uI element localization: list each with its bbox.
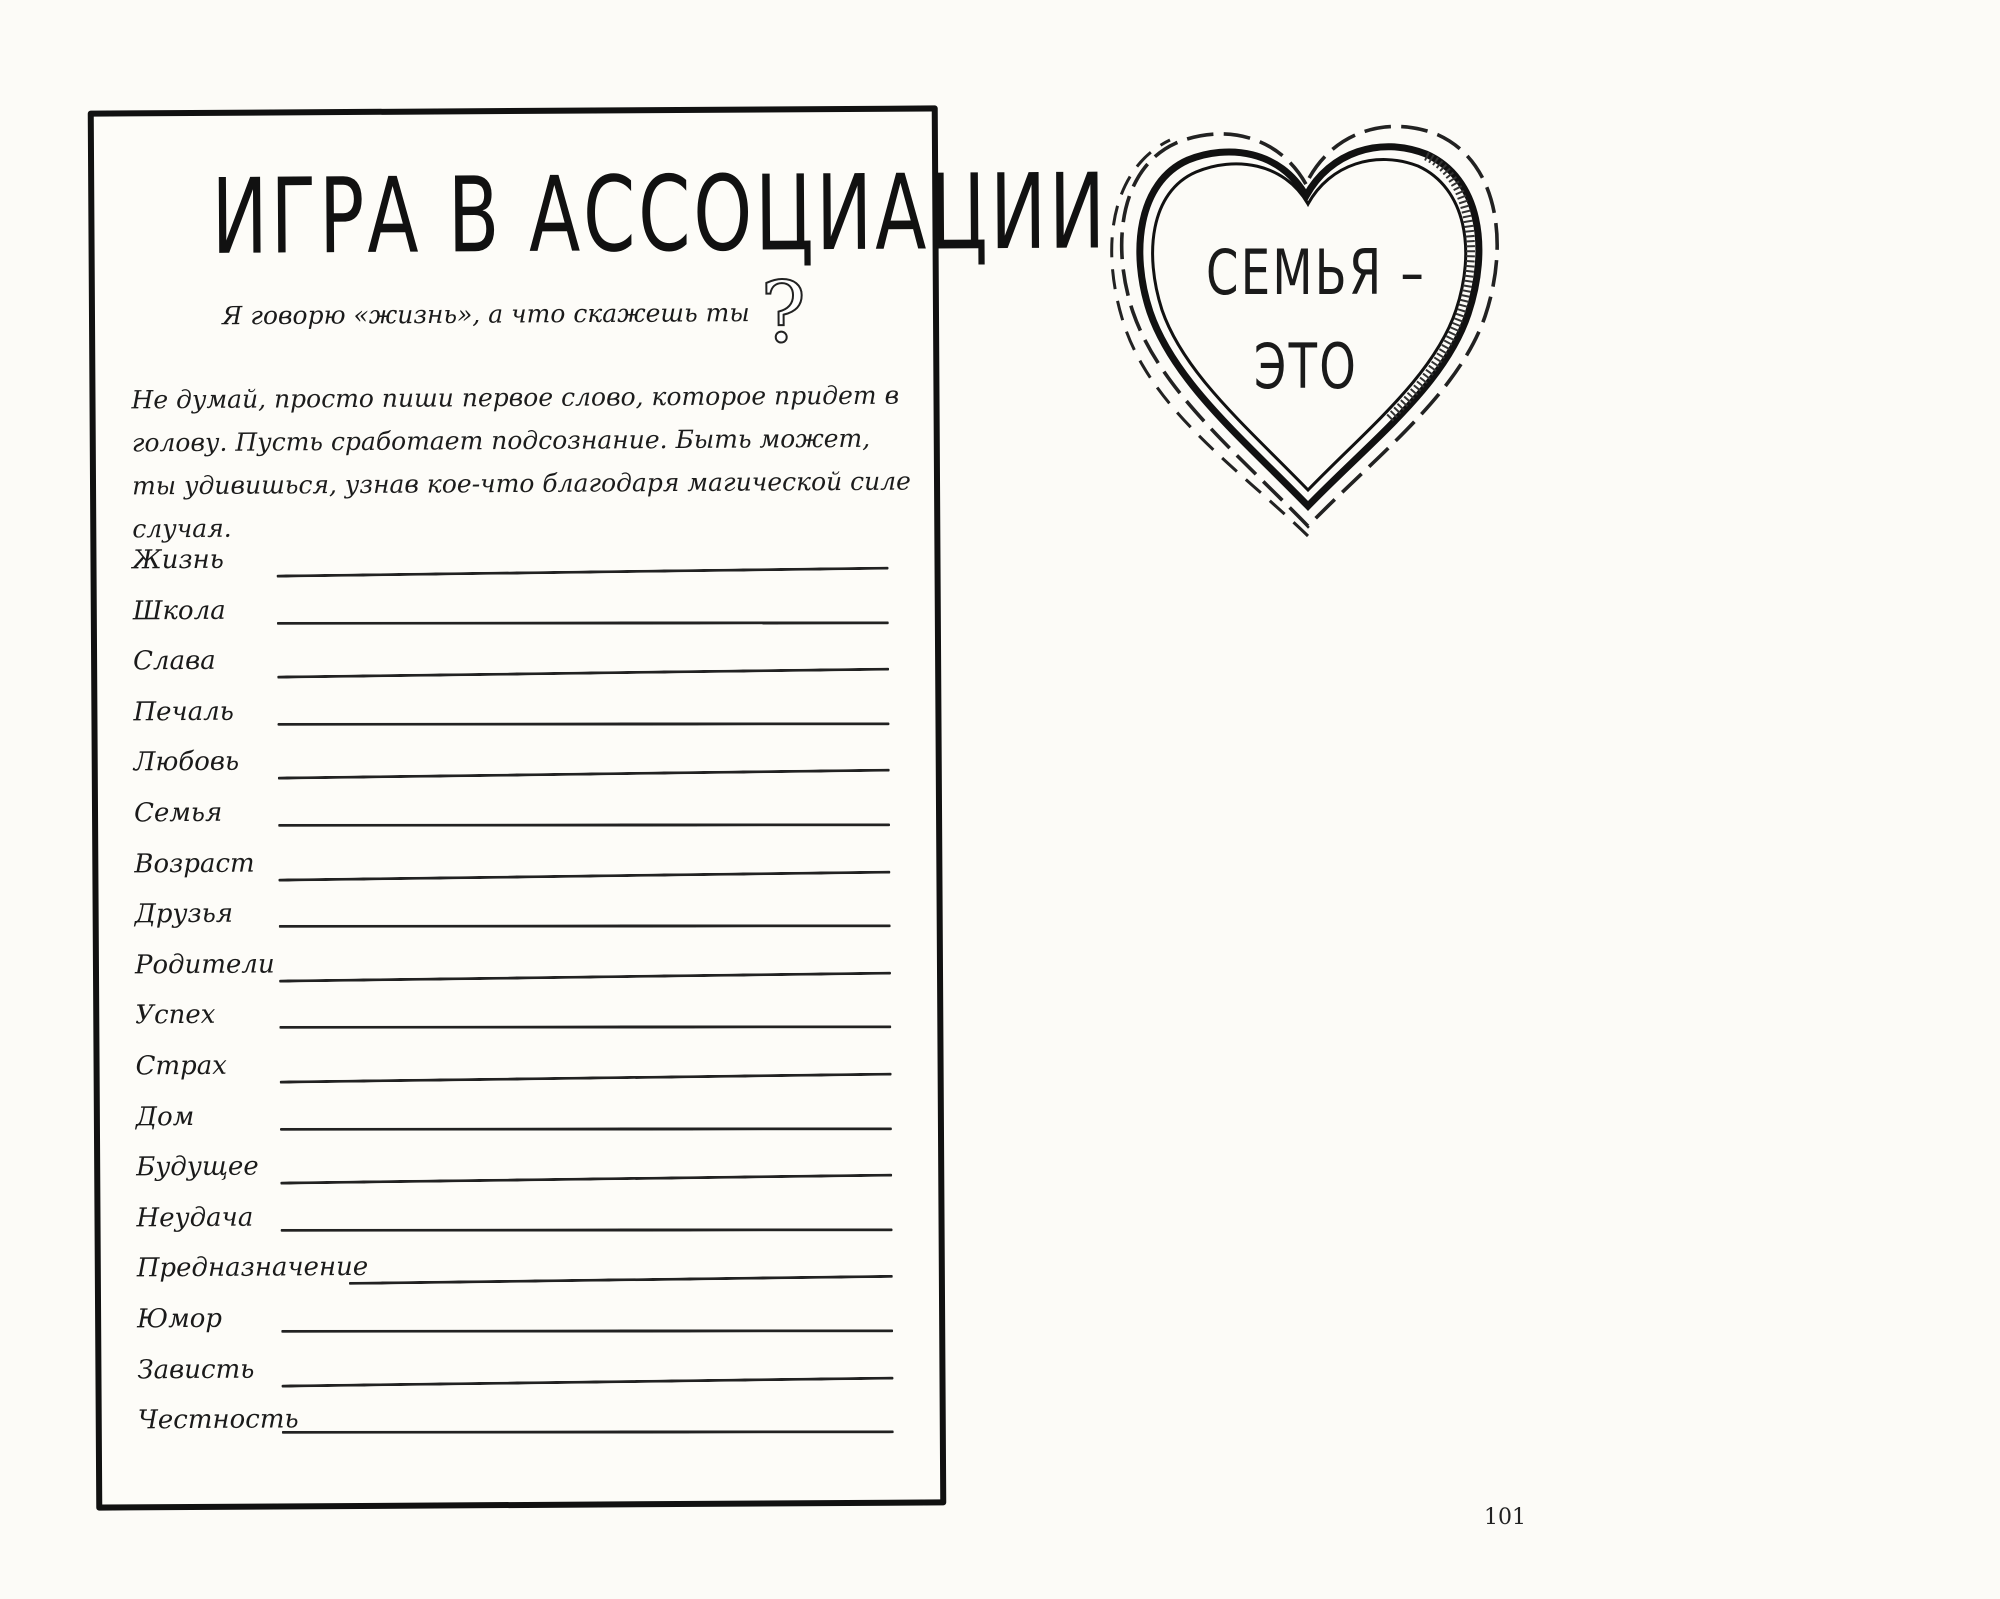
answer-line[interactable] <box>278 870 890 881</box>
answer-line[interactable] <box>277 668 889 679</box>
word-label: Честность <box>137 1404 299 1436</box>
answer-line[interactable] <box>282 1430 894 1434</box>
answer-line[interactable] <box>280 1174 892 1185</box>
word-row <box>134 739 914 794</box>
answer-line[interactable] <box>277 621 889 625</box>
association-word-list <box>132 537 918 1452</box>
word-label: Любовь <box>133 747 240 778</box>
word-row <box>133 688 913 743</box>
word-row <box>133 638 913 693</box>
worksheet-instructions: Не думай, просто пиши первое слово, которое придет в голову. Пусть сработает подсознание. Быть может, ты удивишься, узнав кое-что благодаря магической силе случая. <box>131 380 912 544</box>
subtitle-row <box>95 263 933 362</box>
word-label: Школа <box>132 595 226 626</box>
word-label: Дом <box>135 1101 195 1132</box>
word-row <box>134 840 914 895</box>
word-row <box>135 1043 915 1098</box>
answer-line[interactable] <box>277 722 889 726</box>
worksheet-subtitle: Я говорю «жизнь», а что скажешь ты <box>222 298 750 331</box>
word-row <box>132 537 912 592</box>
word-label: Неудача <box>136 1202 254 1234</box>
word-label: Семья <box>133 797 223 829</box>
word-label: Жизнь <box>132 544 224 576</box>
word-row <box>133 587 913 642</box>
page-number: 101 <box>1484 1505 1526 1530</box>
answer-line[interactable] <box>280 1073 892 1084</box>
word-label: Друзья <box>134 898 234 930</box>
heart-prompt-line-2: ЭТО <box>1253 330 1359 403</box>
word-row <box>136 1093 916 1148</box>
answer-line[interactable] <box>278 823 890 827</box>
worksheet-title: ИГРА В АССОЦИАЦИИ <box>211 150 1109 278</box>
answer-line[interactable] <box>278 769 890 780</box>
word-row <box>136 1144 916 1199</box>
word-label: Будущее <box>136 1151 259 1183</box>
word-label: Возраст <box>134 848 255 879</box>
question-mark-icon: ? <box>760 263 807 362</box>
word-row <box>135 941 915 996</box>
answer-line[interactable] <box>281 1329 893 1333</box>
association-game-worksheet <box>88 105 1109 1510</box>
word-row <box>135 891 915 946</box>
answer-line[interactable] <box>280 1127 892 1131</box>
word-row <box>134 790 914 845</box>
word-row <box>138 1397 918 1452</box>
answer-line[interactable] <box>282 1376 894 1387</box>
word-label: Успех <box>135 1000 216 1031</box>
answer-line[interactable] <box>281 1228 893 1232</box>
word-row <box>137 1295 917 1350</box>
word-label: Предназначение <box>136 1252 369 1284</box>
word-label: Юмор <box>137 1303 223 1335</box>
heart-prompt-line-1: СЕМЬЯ – <box>1206 236 1426 309</box>
word-label: Родители <box>134 949 275 981</box>
word-label: Слава <box>133 646 216 677</box>
answer-line[interactable] <box>277 567 889 578</box>
word-row <box>136 1194 916 1249</box>
word-label: Зависть <box>137 1354 255 1385</box>
word-row <box>137 1346 917 1401</box>
answer-line[interactable] <box>279 1026 891 1030</box>
word-label: Страх <box>135 1050 228 1082</box>
answer-line[interactable] <box>279 924 891 928</box>
word-row <box>137 1245 917 1300</box>
word-label: Печаль <box>133 696 234 728</box>
answer-line[interactable] <box>279 971 891 982</box>
word-row <box>135 992 915 1047</box>
heart-prompt <box>1108 118 1508 548</box>
answer-line[interactable] <box>349 1275 893 1285</box>
